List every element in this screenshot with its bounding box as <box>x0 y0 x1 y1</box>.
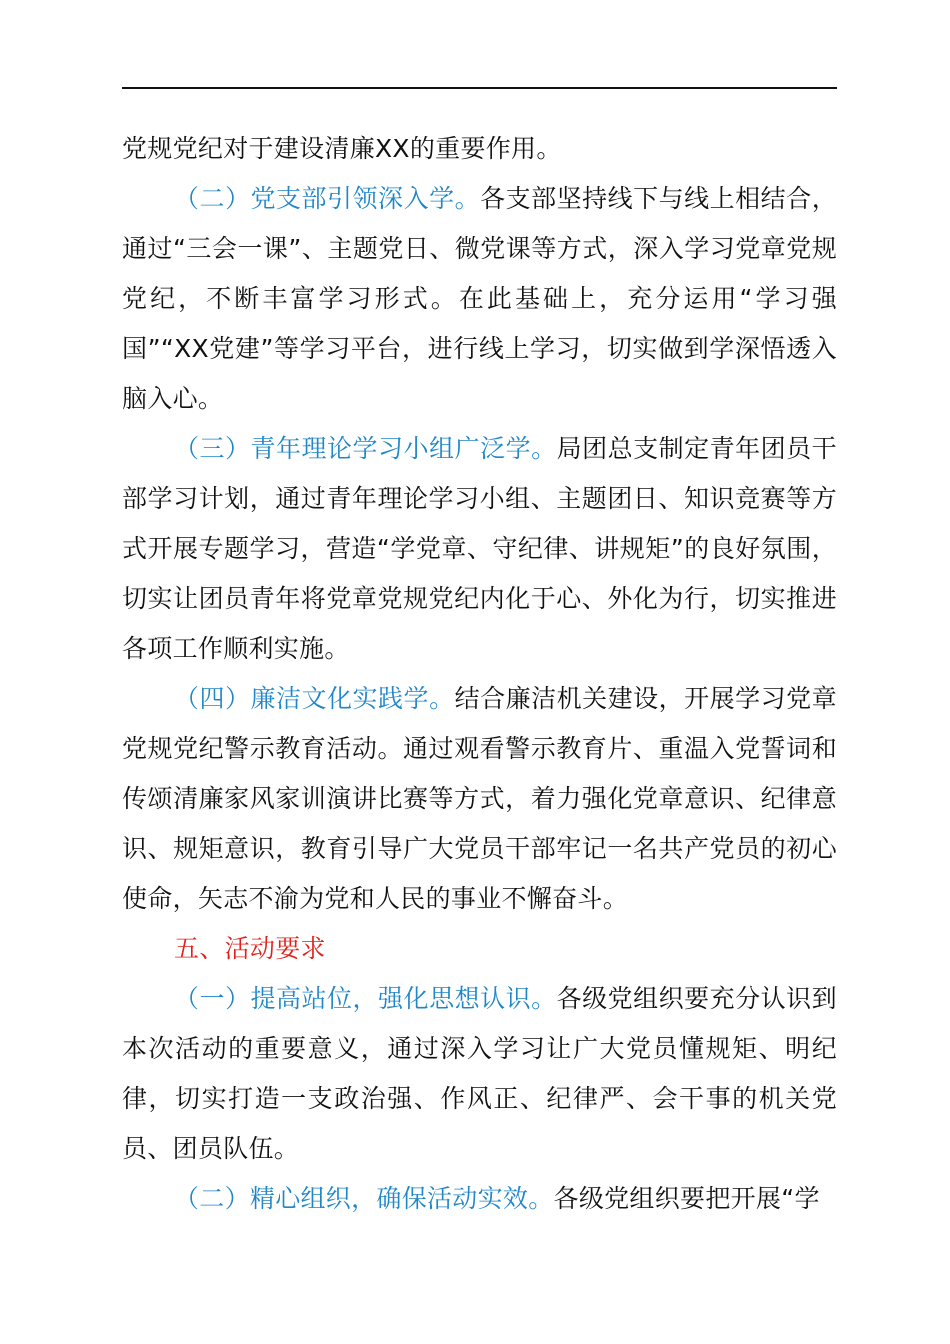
section-heading: 五、活动要求 <box>174 934 326 963</box>
requirement-item-1 <box>122 974 837 1174</box>
requirement-text: 各级党组织要把开展“学 <box>553 1184 820 1213</box>
paragraph-heading: （四）廉洁文化实践学。 <box>174 684 455 713</box>
requirement-item-2 <box>122 1174 837 1224</box>
section-heading-row <box>122 924 837 974</box>
document-body <box>122 124 837 1224</box>
requirement-heading: （二）精心组织，确保活动实效。 <box>174 1184 554 1213</box>
requirement-text: 各级党组织要充分认识到本次活动的重要意义，通过深入学习让广大党员懂规矩、明纪律，切实打造一支政治强、作风正、纪律严、会干事的机关党员、团员队伍。 <box>122 984 837 1163</box>
paragraph-text: 党规党纪对于建设清廉XX的重要作用。 <box>122 134 562 163</box>
paragraph-continuation <box>122 124 837 174</box>
paragraph-text: 结合廉洁机关建设，开展学习党章党规党纪警示教育活动。通过观看警示教育片、重温入党誓词和传颂清廉家风家训演讲比赛等方式，着力强化党章意识、纪律意识、规矩意识，教育引导广大党员干部牢记一名共产党员的初心使命，矢志不渝为党和人民的事业不懈奋斗。 <box>122 684 837 913</box>
paragraph-heading: （二）党支部引领深入学。 <box>174 184 481 213</box>
paragraph-heading: （三）青年理论学习小组广泛学。 <box>174 434 557 463</box>
paragraph-text: 局团总支制定青年团员干部学习计划，通过青年理论学习小组、主题团日、知识竞赛等方式开展专题学习，营造“学党章、守纪律、讲规矩”的良好氛围，切实让团员青年将党章党规党纪内化于心、外化为行，切实推进各项工作顺利实施。 <box>122 434 837 663</box>
paragraph-item-4 <box>122 674 837 924</box>
paragraph-item-3 <box>122 424 837 674</box>
header-rule <box>122 87 837 89</box>
paragraph-text: 各支部坚持线下与线上相结合，通过“三会一课”、主题党日、微党课等方式，深入学习党章党规党纪，不断丰富学习形式。在此基础上，充分运用“学习强国”“XX党建”等学习平台，进行线上学习，切实做到学深悟透入脑入心。 <box>122 184 837 413</box>
requirement-heading: （一）提高站位，强化思想认识。 <box>174 984 557 1013</box>
paragraph-item-2 <box>122 174 837 424</box>
